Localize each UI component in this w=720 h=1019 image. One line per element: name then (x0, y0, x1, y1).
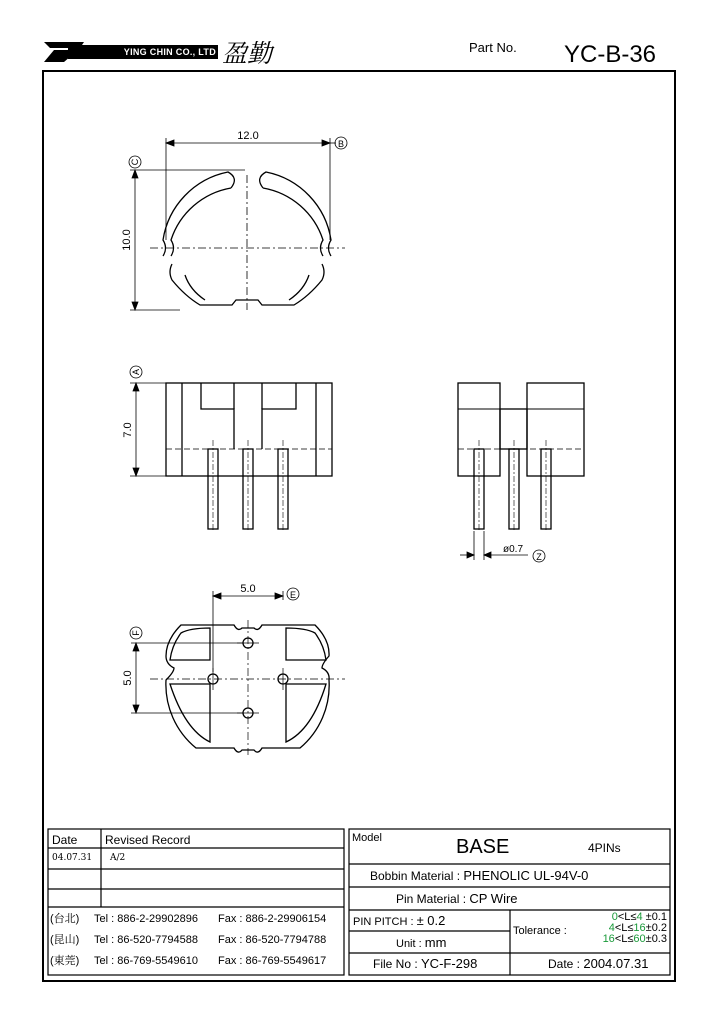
date-label: Date : (548, 957, 584, 971)
top-height-dim: 10.0 (121, 229, 133, 251)
contact-fax: Fax : 886-2-29906154 (218, 913, 327, 925)
front-view (166, 383, 332, 532)
unit-label: Unit : (396, 938, 425, 950)
pin-material-value: CP Wire (469, 891, 518, 906)
ref-e-label: E (289, 590, 297, 600)
file-no-label: File No : (373, 957, 422, 971)
ref-f-label: F (131, 630, 141, 636)
unit-row (396, 936, 446, 950)
bottom-pitch-y-dim: 5.0 (122, 670, 134, 686)
pin-count: 4PINs (588, 841, 621, 855)
contact-location: (台北) (50, 913, 80, 925)
title-block-grid (48, 829, 670, 975)
contact-fax: Fax : 86-769-5549617 (218, 955, 327, 967)
top-width-dim: 12.0 (237, 130, 259, 142)
company-name: YING CHIN CO., LTD (123, 47, 216, 57)
tolerance-value: ±0.2 (645, 922, 667, 934)
model-label: Model (352, 832, 382, 844)
contact-fax: Fax : 86-520-7794788 (218, 934, 327, 946)
bottom-pitch-x-dim: 5.0 (240, 583, 256, 595)
pin-material-row (396, 892, 518, 905)
contact-location: (東莞) (50, 955, 80, 967)
tolerance-table (587, 912, 667, 945)
model-value: BASE (456, 836, 510, 858)
pin-diameter-dim: ø0.7 (503, 544, 524, 555)
tolerance-lo: 0 (611, 911, 618, 923)
file-no-row (373, 957, 477, 970)
bobbin-material-label: Bobbin Material : (370, 869, 464, 883)
tolerance-hi: 60 (633, 933, 646, 945)
part-no-label: Part No. (469, 40, 517, 55)
unit-value: mm (424, 935, 447, 950)
revision-date-header: Date (52, 833, 78, 847)
tolerance-value: ±0.3 (645, 933, 667, 945)
revision-row-record: A/2 (110, 853, 126, 863)
side-view (458, 383, 584, 532)
ref-z-label: Z (536, 552, 542, 562)
pin-pitch-value: ± 0.2 (416, 913, 446, 928)
pin-material-label: Pin Material : (396, 892, 470, 906)
bottom-view-dimensions (130, 588, 299, 713)
ref-b-label: B (337, 139, 345, 149)
bobbin-material-value: PHENOLIC UL-94V-0 (463, 868, 589, 883)
front-height-dim: 7.0 (122, 422, 134, 438)
bobbin-material-row (370, 869, 588, 882)
contact-tel: Tel : 886-2-29902896 (94, 913, 198, 925)
tolerance-lo: 4 (608, 922, 615, 934)
revision-row-date: 04.07.31 (52, 853, 93, 863)
tolerance-row: 16<L≤60±0.3 (602, 933, 667, 945)
file-no-value: YC-F-298 (421, 956, 478, 971)
tolerance-value: ±0.1 (645, 911, 667, 923)
tolerance-hi: 16 (633, 922, 646, 934)
front-view-dimensions (130, 366, 166, 476)
contact-tel: Tel : 86-520-7794588 (94, 934, 198, 946)
top-view (150, 172, 345, 310)
ref-c-label: C (130, 158, 140, 166)
tolerance-row: 0<L≤4 ±0.1 (611, 911, 667, 923)
date-value: 2004.07.31 (583, 956, 649, 971)
ref-a-label: A (131, 368, 141, 376)
pin-pitch-label: PIN PITCH : (353, 916, 417, 928)
contact-location: (昆山) (50, 934, 80, 946)
revision-record-header: Revised Record (105, 833, 191, 847)
bottom-view (150, 620, 345, 755)
pin-pitch-row (353, 914, 445, 928)
date-row (548, 957, 648, 970)
company-chinese-name: 盈勤 (222, 39, 273, 68)
contact-tel: Tel : 86-769-5549610 (94, 955, 198, 967)
top-view-dimensions (129, 137, 347, 310)
part-no-value: YC-B-36 (564, 41, 657, 68)
tolerance-row: 4<L≤16±0.2 (608, 922, 667, 934)
tolerance-label: Tolerance : (513, 925, 567, 937)
tolerance-lo: 16 (602, 933, 615, 945)
tolerance-hi: 4 (636, 911, 643, 923)
